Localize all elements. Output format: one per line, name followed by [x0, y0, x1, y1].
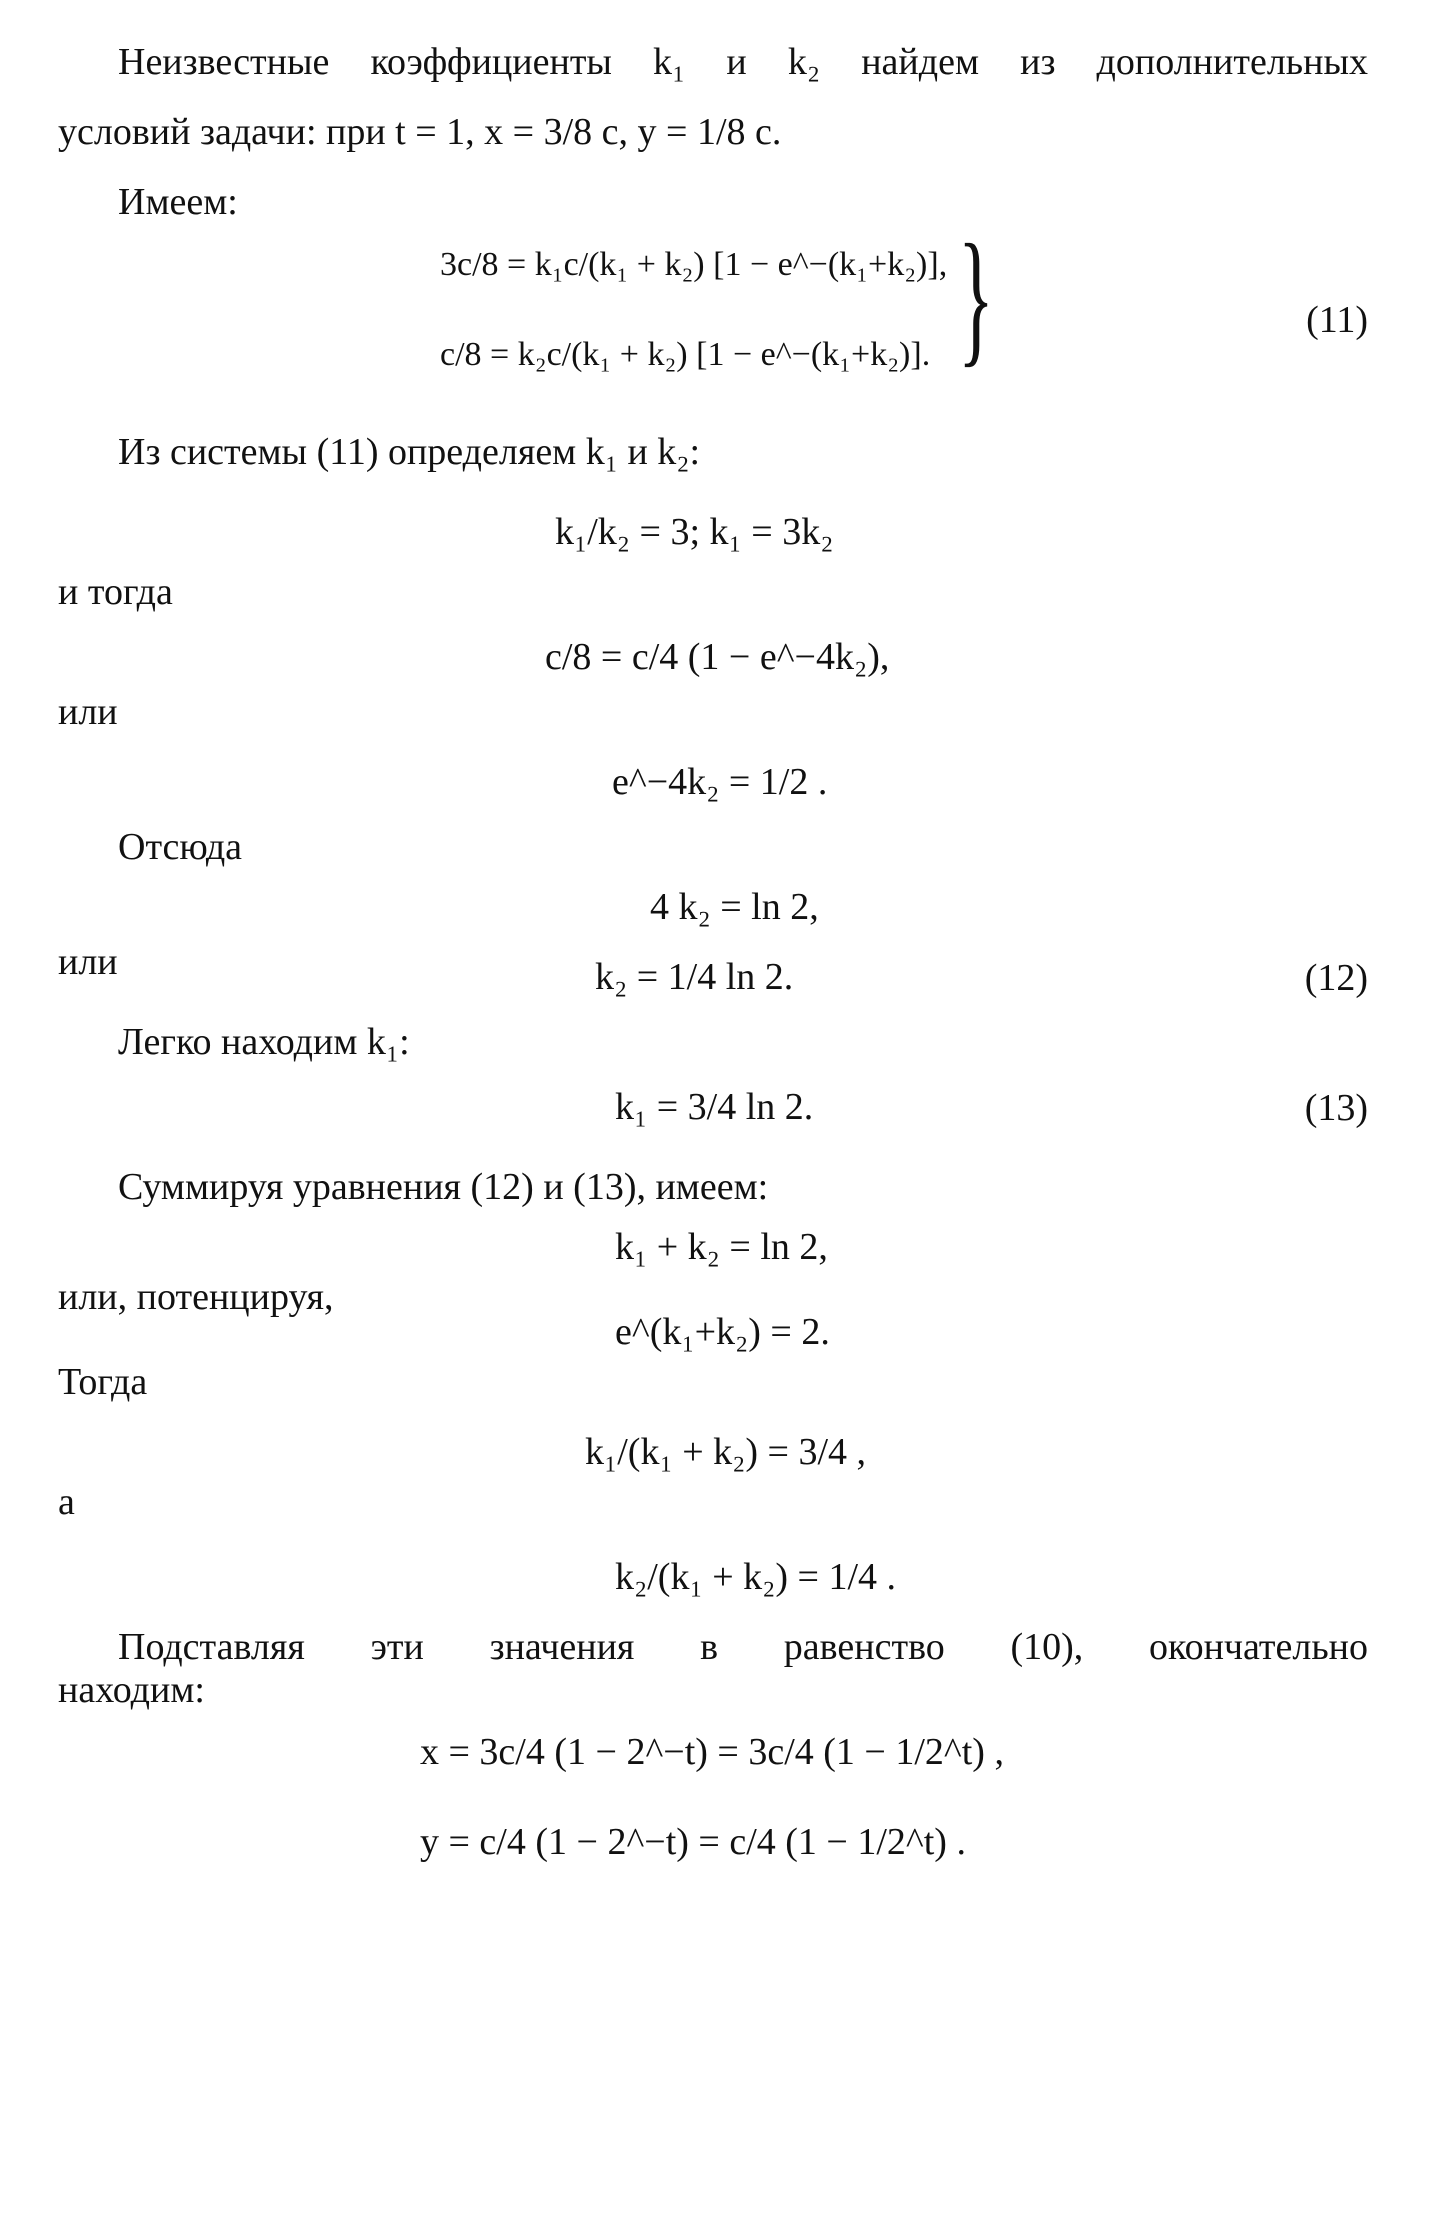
right-brace: } [958, 214, 994, 380]
paragraph-line: Легко находим k₁: [118, 1021, 410, 1063]
equation-11b: c/8 = k₂c/(k₁ + k₂) [1 − e^−(k₁+k₂)]. [440, 336, 931, 373]
equation-11a: 3c/8 = k₁c/(k₁ + k₂) [1 − e^−(k₁+k₂)], [440, 246, 948, 283]
equation-number: (12) [1304, 957, 1368, 999]
paragraph-line: и тогда [58, 571, 173, 613]
equation: e^−4k₂ = 1/2 . [612, 761, 828, 803]
paragraph-line: условий задачи: при t = 1, x = 3/8 c, y = 1/8 c. [58, 111, 782, 153]
paragraph-line: Тогда [58, 1361, 148, 1403]
paragraph-line: а [58, 1481, 75, 1523]
equation: c/8 = c/4 (1 − e^−4k₂), [545, 636, 890, 678]
equation-number: (11) [1306, 299, 1368, 341]
equation-number: (13) [1304, 1087, 1368, 1129]
equation: 4 k₂ = ln 2, [650, 886, 819, 928]
paragraph-line: Суммируя уравнения (12) и (13), имеем: [118, 1166, 769, 1208]
paragraph-line: или [58, 691, 118, 733]
paragraph-line: Отсюда [118, 826, 243, 868]
equation: e^(k₁+k₂) = 2. [615, 1311, 830, 1353]
equation-12: k₂ = 1/4 ln 2. [595, 956, 794, 998]
equation: k₁/(k₁ + k₂) = 3/4 , [585, 1431, 867, 1473]
paragraph-line: Из системы (11) определяем k₁ и k₂: [118, 431, 701, 473]
paragraph-line: Неизвестные коэффициенты k₁ и k₂ найдем из дополнительных [118, 41, 1368, 83]
paragraph-line: или [58, 941, 118, 983]
paragraph-line: Имеем: [118, 181, 238, 223]
paragraph-line: или, потенцируя, [58, 1276, 334, 1318]
equation-ratio: k₁/k₂ = 3; k₁ = 3k₂ [555, 511, 834, 553]
equation-y: y = c/4 (1 − 2^−t) = c/4 (1 − 1/2^t) . [420, 1821, 966, 1863]
equation: k₂/(k₁ + k₂) = 1/4 . [615, 1556, 897, 1598]
equation: k₁ + k₂ = ln 2, [615, 1226, 828, 1268]
paragraph-line: Подставляя эти значения в равенство (10), окончательно [118, 1626, 1368, 1668]
equation-13: k₁ = 3/4 ln 2. [615, 1086, 814, 1128]
paragraph-line: находим: [58, 1669, 205, 1711]
equation-x: x = 3c/4 (1 − 2^−t) = 3c/4 (1 − 1/2^t) , [420, 1731, 1004, 1773]
